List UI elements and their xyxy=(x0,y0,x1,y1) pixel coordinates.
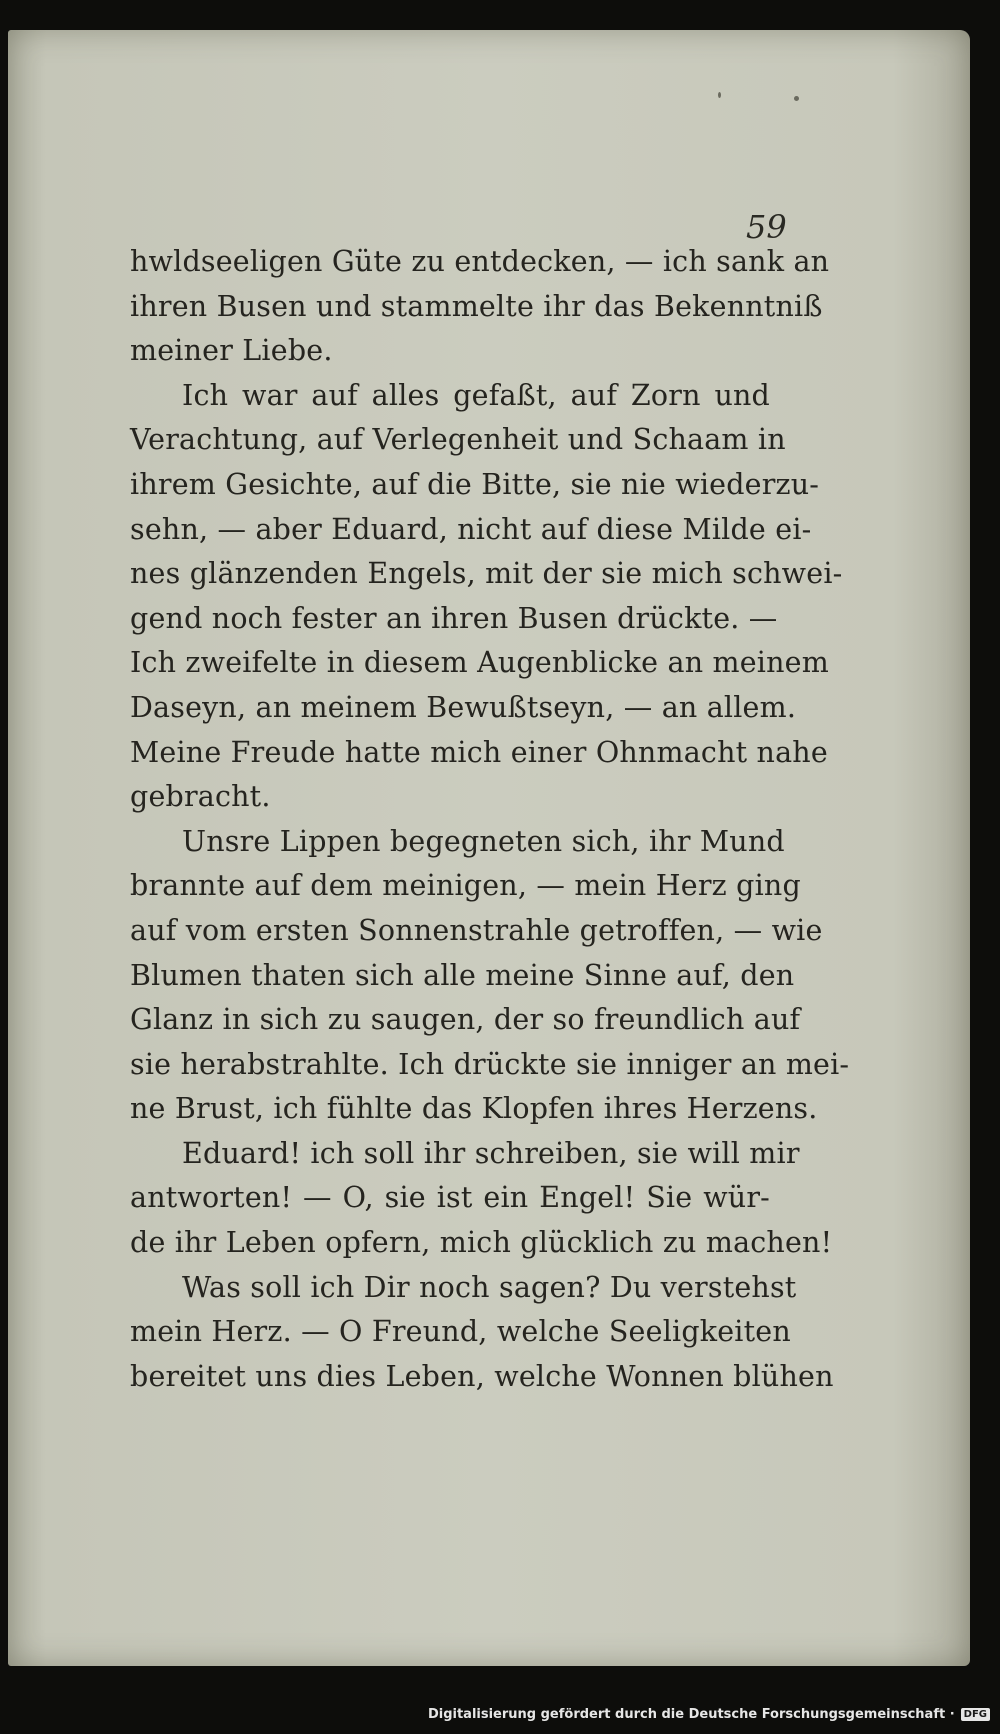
body-text xyxy=(130,240,850,1399)
text-line: Verachtung, auf Verlegenheit und Schaam in xyxy=(130,423,786,457)
text-line: Ich zweifelte in diesem Augenblicke an meinem xyxy=(130,646,829,680)
page-number: 59 xyxy=(746,208,787,246)
text-line: ihren Busen und stammelte ihr das Bekenntniß xyxy=(130,289,823,323)
text-line: nes glänzenden Engels, mit der sie mich schwei- xyxy=(130,557,843,591)
text-line: brannte auf dem meinigen, — mein Herz ging xyxy=(130,869,801,903)
text-line: Glanz in sich zu saugen, der so freundlich auf xyxy=(130,1003,801,1037)
dfg-logo: DFG xyxy=(961,1708,990,1721)
text-line: Ich war auf alles gefaßt, auf Zorn und xyxy=(182,378,770,412)
text-line: ne Brust, ich fühlte das Klopfen ihres Herzens. xyxy=(130,1092,818,1126)
text-line: Eduard! ich soll ihr schreiben, sie will mir xyxy=(182,1136,800,1170)
book-page xyxy=(8,30,970,1666)
text-line: ihrem Gesichte, auf die Bitte, sie nie wiederzu- xyxy=(130,467,820,501)
paper-speck xyxy=(794,96,799,101)
text-line: hwldseeligen Güte zu entdecken, — ich sank an xyxy=(130,245,830,278)
text-line: Blumen thaten sich alle meine Sinne auf, den xyxy=(130,958,795,992)
text-line: antworten! — O, sie ist ein Engel! Sie wür- xyxy=(130,1181,770,1215)
text-line: auf vom ersten Sonnenstrahle getroffen, — wie xyxy=(130,913,823,947)
text-line: bereitet uns dies Leben, welche Wonnen blühen xyxy=(130,1359,834,1393)
funding-credit: Digitalisierung gefördert durch die Deutsche Forschungsgemeinschaft · xyxy=(427,1706,955,1722)
text-line: sie herabstrahlte. Ich drückte sie inniger an mei- xyxy=(130,1047,850,1081)
text-line: Was soll ich Dir noch sagen? Du verstehst xyxy=(182,1270,797,1304)
text-line: meiner Liebe. xyxy=(130,334,333,368)
text-line: mein Herz. — O Freund, welche Seeligkeiten xyxy=(130,1315,791,1349)
text-line: sehn, — aber Eduard, nicht auf diese Milde ei- xyxy=(130,512,812,546)
text-line: gend noch fester an ihren Busen drückte. — xyxy=(130,601,778,635)
paper-speck xyxy=(718,92,721,98)
text-line: gebracht. xyxy=(130,780,271,814)
text-line: Meine Freude hatte mich einer Ohnmacht nahe xyxy=(130,735,828,769)
text-line: Unsre Lippen begegneten sich, ihr Mund xyxy=(182,824,785,858)
footer-bar xyxy=(0,1694,1000,1734)
text-line: Daseyn, an meinem Bewußtseyn, — an allem. xyxy=(130,690,797,724)
text-line: de ihr Leben opfern, mich glücklich zu machen! xyxy=(130,1226,833,1260)
